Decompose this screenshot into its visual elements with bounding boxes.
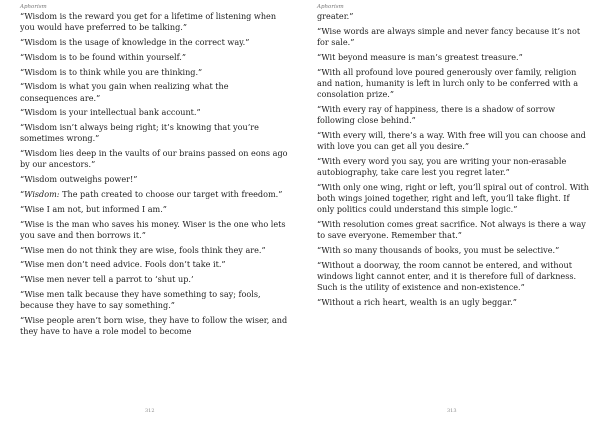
- quote: “With every ray of happiness, there is a shadow of sorrow following close behind.”: [317, 103, 556, 125]
- quote: “Wisdom outweighs power!”: [20, 174, 138, 185]
- quote: “Wisdom lies deep in the vaults of our brains passed on eons ago by our ancestors.”: [20, 148, 288, 170]
- quote-list: [317, 11, 589, 312]
- page-number: 312: [145, 408, 155, 414]
- right-page: [300, 0, 600, 424]
- quote-italic-term: Wisdom:: [24, 188, 60, 199]
- quote: “Wisdom is to think while you are thinking.”: [20, 66, 203, 77]
- quote: “Wise is the man who saves his money. Wiser is the one who lets you save and then borrows it.”: [20, 218, 286, 240]
- quote: “Wisdom is what you gain when realizing what the consequences are.”: [20, 81, 229, 103]
- quote: “With resolution comes great sacrifice. Not always is there a way to save everyone. Remember that.”: [317, 219, 586, 241]
- quote-wisdom-definition: [20, 189, 288, 200]
- quote: “Wise men don’t need advice. Fools don’t take it.”: [20, 259, 226, 270]
- quote: “With only one wing, right or left, you’ll spiral out of control. With both wings joined together, right and left, you’ll take flight. If only politics could understand this simple logic.”: [317, 181, 589, 215]
- quote: greater.”: [317, 11, 354, 21]
- quote: “Wisdom is the usage of knowledge in the correct way.”: [20, 37, 250, 47]
- quote: “With all profound love poured generously over family, religion and nation, humanity is left in lurch only to be conferred with a consolation prize.”: [317, 66, 579, 99]
- quote-text: The path created to choose our target with freedom.”: [59, 188, 283, 199]
- quote: “With so many thousands of books, you must be selective.”: [317, 245, 560, 255]
- quote: “Wit beyond measure is man’s greatest treasure.”: [317, 51, 523, 62]
- quote: “With every will, there’s a way. With free will you can choose and with love you can get all you desire.”: [317, 129, 586, 151]
- quote: “Wise I am not, but informed I am.”: [20, 203, 167, 214]
- quote: “Without a rich heart, wealth is an ugly beggar.”: [317, 297, 517, 307]
- quote: “Wisdom is to be found within yourself.”: [20, 51, 187, 62]
- quote: “Wisdom is your intellectual bank account.”: [20, 107, 201, 118]
- quote: “Without a doorway, the room cannot be entered, and without windows light cannot enter, and it is therefore full of darkness. Such is the utility of existence and non-existence.”: [317, 259, 577, 293]
- quote: “Wise people aren’t born wise, they have to follow the wiser, and they have to have a role model to become: [20, 314, 288, 337]
- page-number: 313: [447, 408, 457, 414]
- running-header: Aphorism: [20, 4, 47, 10]
- quote: “With every word you say, you are writing your non-erasable autobiography, take care lest you regret later.”: [317, 155, 567, 177]
- quote: “Wise words are always simple and never fancy because it’s not for sale.”: [317, 25, 581, 47]
- quote: “Wisdom isn’t always being right; it’s knowing that you’re sometimes wrong.”: [20, 122, 259, 144]
- quote-open-mark: “: [20, 188, 25, 199]
- quote: “Wise men do not think they are wise, fools think they are.”: [20, 244, 266, 255]
- quote-list: [20, 11, 288, 341]
- running-header: Aphorism: [317, 4, 344, 10]
- quote: “Wisdom is the reward you get for a lifetime of listening when you would have preferred to be talking.”: [20, 11, 277, 33]
- quote: “Wise men talk because they have something to say; fools, because they have to say something.”: [20, 288, 261, 311]
- quote: “Wise men never tell a parrot to ‘shut up.’: [20, 274, 194, 285]
